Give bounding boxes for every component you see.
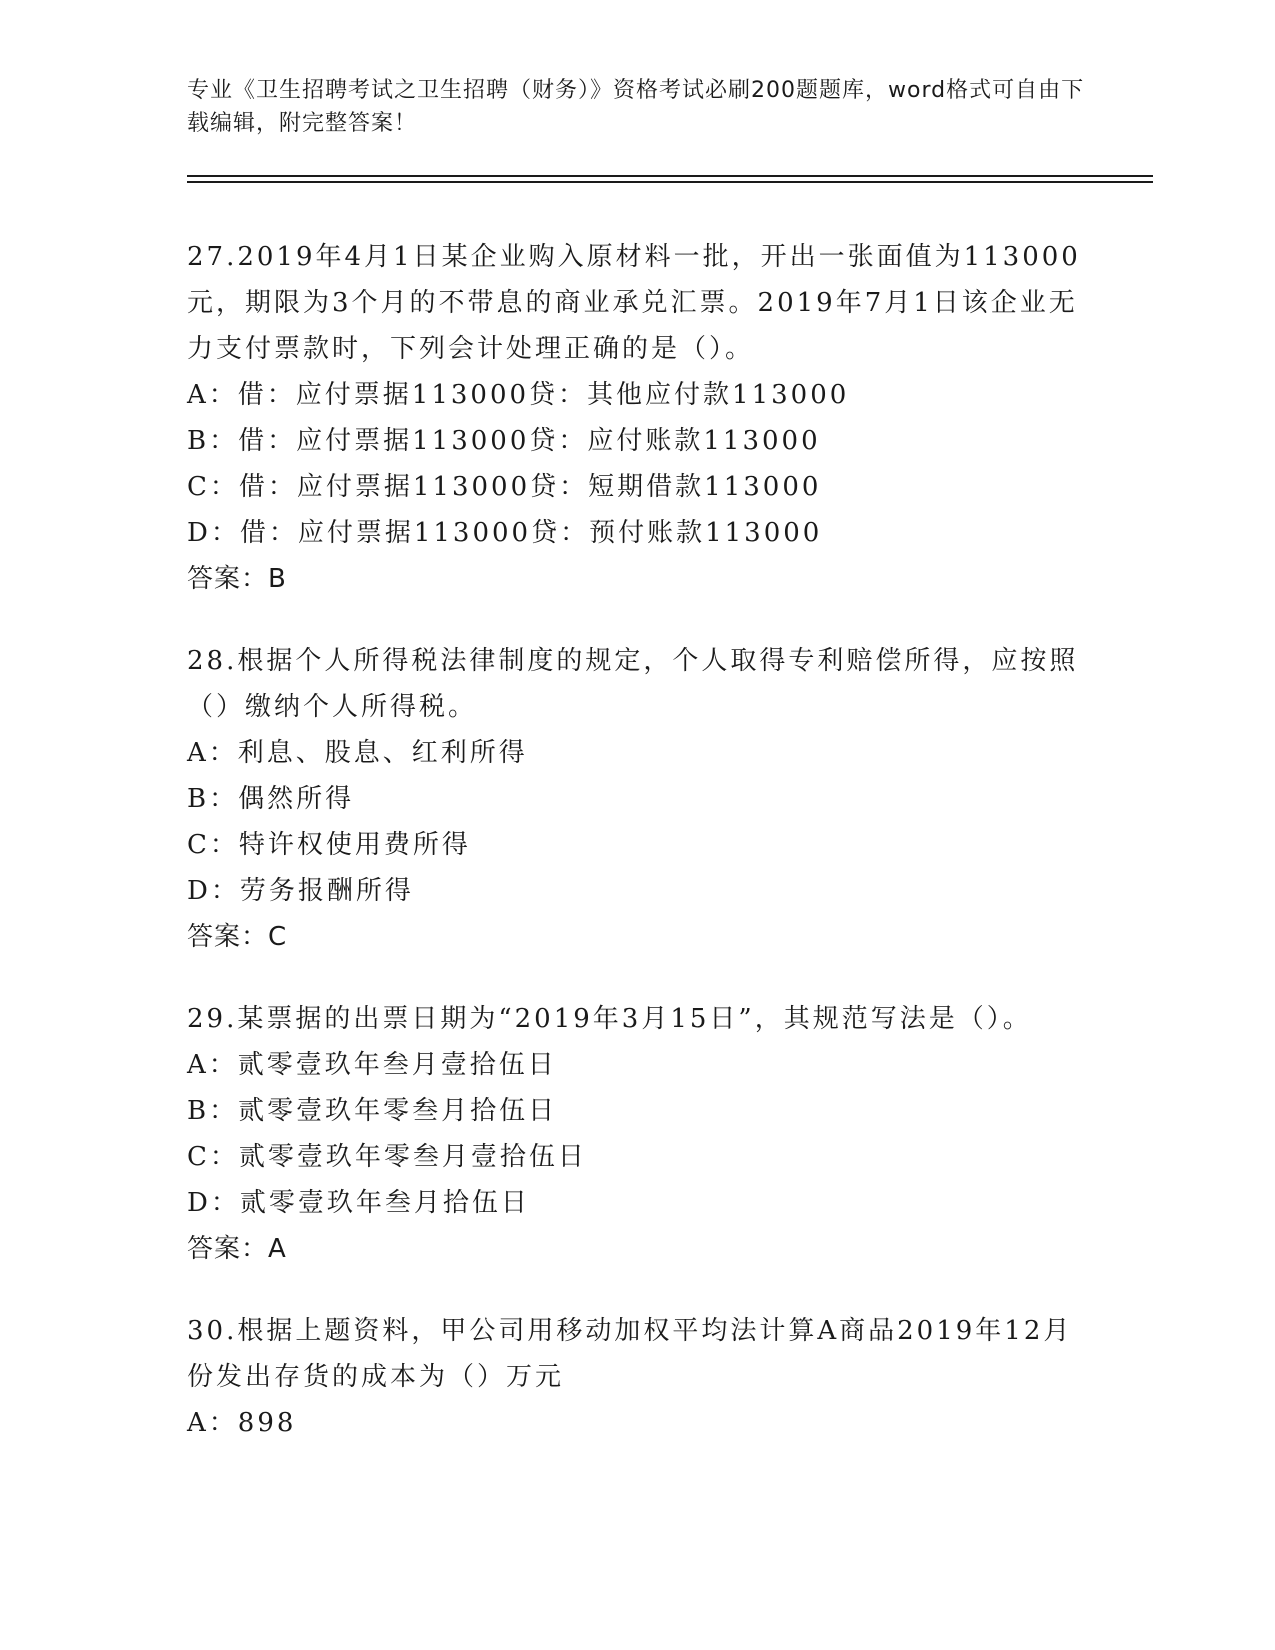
- question-list: [187, 234, 1087, 1482]
- question-stem: 27.2019年4月1日某企业购入原材料一批，开出一张面值为113000元，期限为3个月的不带息的商业承兑汇票。2019年7月1日该企业无力支付票款时，下列会计处理正确的是（）。: [187, 242, 1081, 364]
- question-27: [187, 234, 1087, 602]
- answer-line: 答案：A: [187, 1234, 287, 1264]
- option-c: C：贰零壹玖年零叁月壹拾伍日: [187, 1142, 587, 1172]
- option-d: D：贰零壹玖年叁月拾伍日: [187, 1188, 530, 1218]
- question-stem: 29.某票据的出票日期为“2019年3月15日”，其规范写法是（）。: [187, 1004, 1032, 1034]
- option-d: D：劳务报酬所得: [187, 876, 414, 906]
- option-a: A：利息、股息、红利所得: [187, 738, 528, 768]
- header-divider-top: [187, 175, 1153, 177]
- question-30: [187, 1308, 1087, 1446]
- document-header: [187, 74, 1087, 140]
- option-a: A：贰零壹玖年叁月壹拾伍日: [187, 1050, 557, 1080]
- option-c: C：借：应付票据113000贷：短期借款113000: [187, 472, 822, 502]
- header-intro: 专业《卫生招聘考试之卫生招聘（财务）》资格考试必刷200题题库，word格式可自由下载编辑，附完整答案！: [187, 78, 1085, 136]
- question-stem: 30.根据上题资料，甲公司用移动加权平均法计算A商品2019年12月份发出存货的成本为（）万元: [187, 1316, 1073, 1392]
- question-stem: 28.根据个人所得税法律制度的规定，个人取得专利赔偿所得，应按照（）缴纳个人所得税。: [187, 646, 1079, 722]
- option-b: B：借：应付票据113000贷：应付账款113000: [187, 426, 821, 456]
- option-a: A：898: [187, 1408, 297, 1438]
- option-b: B：偶然所得: [187, 784, 355, 814]
- option-a: A：借：应付票据113000贷：其他应付款113000: [187, 380, 850, 410]
- option-c: C：特许权使用费所得: [187, 830, 471, 860]
- header-divider-bottom: [187, 181, 1153, 183]
- option-b: B：贰零壹玖年零叁月拾伍日: [187, 1096, 558, 1126]
- answer-line: 答案：B: [187, 564, 287, 594]
- question-28: [187, 638, 1087, 960]
- answer-line: 答案：C: [187, 922, 288, 952]
- question-29: [187, 996, 1087, 1272]
- option-d: D：借：应付票据113000贷：预付账款113000: [187, 518, 823, 548]
